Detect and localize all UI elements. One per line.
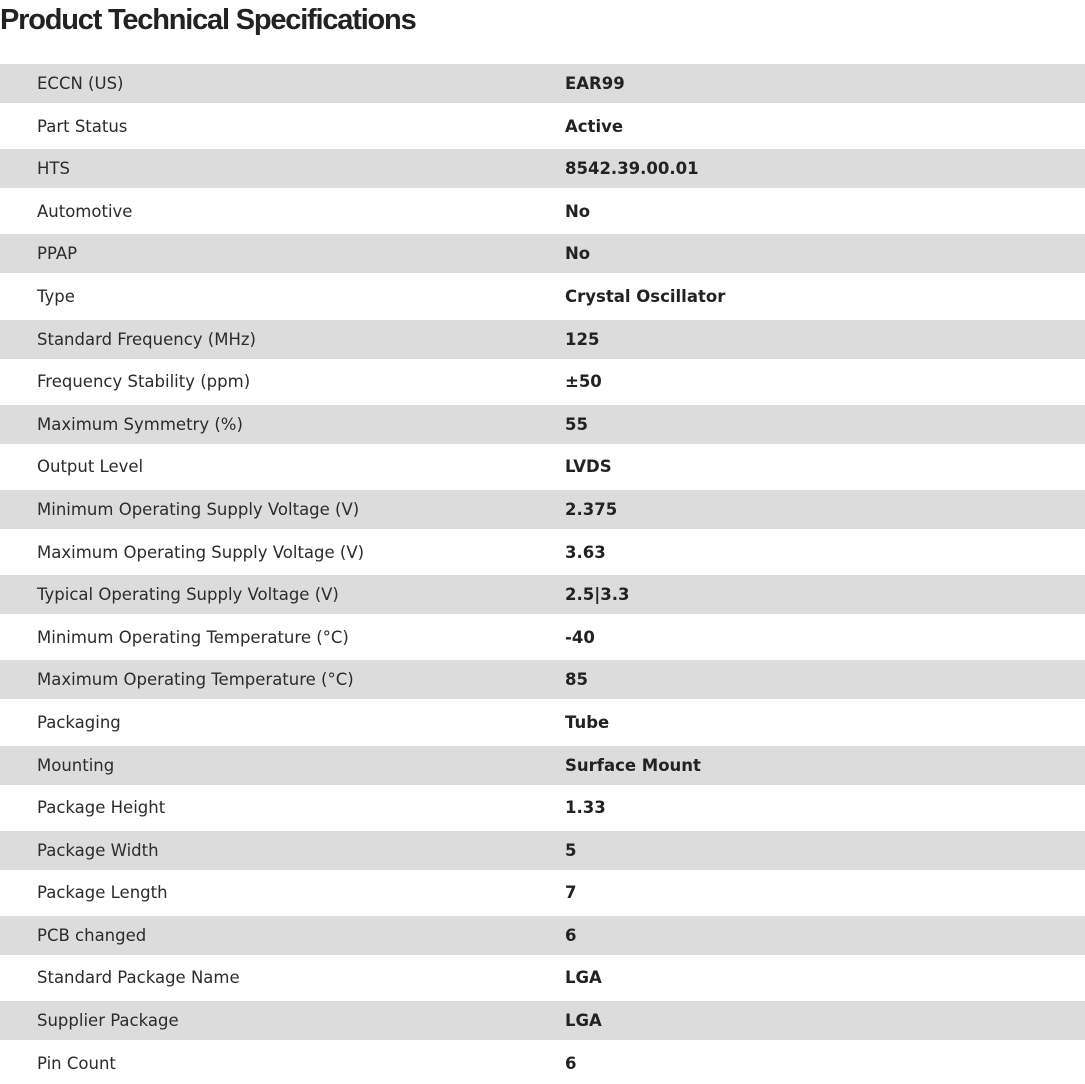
spec-value: 3.63 xyxy=(565,542,606,562)
spec-label: Packaging xyxy=(37,712,121,732)
spec-value: 6 xyxy=(565,925,577,945)
spec-label: Standard Package Name xyxy=(37,968,240,988)
spec-label: PPAP xyxy=(37,244,78,264)
table-row xyxy=(0,190,1085,233)
spec-value: 8542.39.00.01 xyxy=(565,159,699,179)
table-row xyxy=(0,916,1085,955)
spec-value: 1.33 xyxy=(565,798,606,818)
spec-label: Package Height xyxy=(37,798,166,818)
spec-label: Minimum Operating Supply Voltage (V) xyxy=(37,499,360,519)
spec-label: Part Status xyxy=(37,116,128,136)
spec-label: Maximum Symmetry (%) xyxy=(37,414,243,434)
spec-label: Maximum Operating Supply Voltage (V) xyxy=(37,542,365,562)
table-row xyxy=(0,1001,1085,1040)
spec-value: Crystal Oscillator xyxy=(565,286,726,306)
table-row xyxy=(0,490,1085,529)
spec-value: 125 xyxy=(565,329,600,349)
table-row xyxy=(0,957,1085,1000)
spec-label: Package Length xyxy=(37,883,168,903)
spec-value: No xyxy=(565,244,591,264)
spec-label: Type xyxy=(37,286,75,306)
table-row xyxy=(0,149,1085,188)
spec-label: Package Width xyxy=(37,840,159,860)
spec-label: Typical Operating Supply Voltage (V) xyxy=(37,585,339,605)
spec-label: Output Level xyxy=(37,457,144,477)
spec-value: 2.375 xyxy=(565,499,618,519)
spec-value: 6 xyxy=(565,1053,577,1073)
table-row xyxy=(0,831,1085,870)
table-row xyxy=(0,234,1085,273)
table-row xyxy=(0,405,1085,444)
table-row xyxy=(0,660,1085,699)
table-row xyxy=(0,701,1085,744)
spec-value: 55 xyxy=(565,414,588,434)
spec-label: Minimum Operating Temperature (°C) xyxy=(37,627,349,647)
spec-label: Pin Count xyxy=(37,1053,116,1073)
spec-label: Supplier Package xyxy=(37,1011,179,1031)
table-row xyxy=(0,531,1085,574)
table-row xyxy=(0,786,1085,829)
spec-label: Maximum Operating Temperature (°C) xyxy=(37,670,354,690)
table-row xyxy=(0,746,1085,785)
table-row xyxy=(0,64,1085,103)
table-row xyxy=(0,871,1085,914)
table-row xyxy=(0,616,1085,659)
spec-value: 5 xyxy=(565,840,577,860)
spec-value: 7 xyxy=(565,883,577,903)
spec-label: Mounting xyxy=(37,755,115,775)
spec-label: ECCN (US) xyxy=(37,74,124,93)
table-row xyxy=(0,575,1085,614)
page-title: Product Technical Specifications xyxy=(0,4,416,36)
table-row xyxy=(0,1042,1085,1084)
spec-label: Standard Frequency (MHz) xyxy=(37,329,256,349)
spec-value: No xyxy=(565,201,591,221)
table-row xyxy=(0,275,1085,318)
spec-value: LGA xyxy=(565,1011,602,1031)
spec-value: LVDS xyxy=(565,457,612,477)
table-row xyxy=(0,446,1085,489)
spec-table xyxy=(0,64,1085,1084)
table-row xyxy=(0,105,1085,148)
table-row xyxy=(0,320,1085,359)
spec-value: LGA xyxy=(565,968,602,988)
spec-value: Tube xyxy=(565,712,610,732)
spec-value: Active xyxy=(565,116,624,136)
spec-label: HTS xyxy=(37,159,70,179)
table-row xyxy=(0,360,1085,403)
spec-value: -40 xyxy=(565,627,595,647)
spec-value: 85 xyxy=(565,670,588,690)
spec-label: PCB changed xyxy=(37,925,147,945)
spec-label: Frequency Stability (ppm) xyxy=(37,372,251,392)
spec-value: Surface Mount xyxy=(565,755,701,775)
spec-label: Automotive xyxy=(37,201,133,221)
spec-value: 2.5|3.3 xyxy=(565,585,630,605)
spec-value: ±50 xyxy=(565,372,602,392)
spec-value: EAR99 xyxy=(565,74,625,93)
